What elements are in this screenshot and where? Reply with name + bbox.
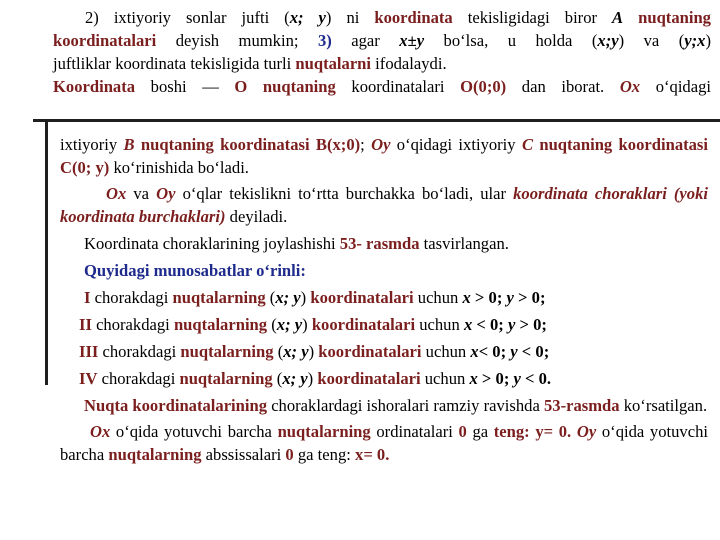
text-run: Ox <box>106 184 127 203</box>
text-run: uchun <box>413 288 463 307</box>
text-run: ) <box>300 288 311 307</box>
text-run: nuqtalarning <box>172 288 266 307</box>
text-run: koordinatalari <box>317 369 421 388</box>
text-run: O(0;0) <box>460 77 507 96</box>
text-run: A <box>612 8 624 27</box>
text-run: tekisligidagi biror <box>452 8 613 27</box>
text-run: Oy <box>371 135 391 154</box>
text-run: x; y <box>283 342 309 361</box>
main-text-block <box>60 121 708 466</box>
text-run: Ox <box>619 77 641 96</box>
text-run: nuqtalarni <box>295 54 372 73</box>
text-run: ( <box>265 288 276 307</box>
text-run: x±y <box>399 31 425 50</box>
quadrant-iii-line <box>60 336 708 363</box>
text-run: koordinatalari <box>335 77 461 96</box>
text-run: ifodalaydi. <box>371 54 447 73</box>
paragraph-signs <box>60 390 708 417</box>
text-run: nuqtalarning <box>179 369 273 388</box>
text-run: ) <box>308 342 319 361</box>
text-run: ga teng: <box>293 445 356 464</box>
text-run: C(0; y) <box>60 158 110 177</box>
text-run: Oy <box>576 422 597 441</box>
text-run: ) <box>307 369 318 388</box>
text-run: ordinatalari <box>370 422 459 441</box>
text-run: dan iborat. <box>506 77 620 96</box>
paragraph-axis-coords <box>60 417 708 466</box>
text-run: nuqtalarning <box>180 342 274 361</box>
text-run: Koordinata <box>53 77 136 96</box>
text-run: tasvirlangan. <box>419 234 509 253</box>
text-run: 3) <box>317 31 332 50</box>
text-run: ( <box>267 315 277 334</box>
vertical-divider <box>45 119 48 385</box>
text-run: ko‘rsatilgan. <box>619 396 708 415</box>
text-run: B(x;0) <box>315 135 361 154</box>
text-run: teng: y= 0. <box>493 422 572 441</box>
text-run: Koordinata choraklarining joylashishi <box>84 234 340 253</box>
text-run: nuqtalarning <box>173 315 268 334</box>
text-run: o‘qidagi ixtiyoriy <box>390 135 522 154</box>
text-run: C <box>521 135 534 154</box>
text-run: chorakdagi <box>91 315 174 334</box>
text-run: x > 0; y < 0. <box>469 369 552 388</box>
top-line-4 <box>53 75 711 98</box>
paragraph-relations-heading <box>60 255 708 282</box>
text-run: o‘qidagi <box>640 77 711 96</box>
text-run: x; y <box>275 288 301 307</box>
text-run: uchun <box>420 369 470 388</box>
paragraph-quadrants-def <box>60 179 708 228</box>
text-run: agar <box>331 31 400 50</box>
text-run: juftliklar koordinata tekisligida turli <box>53 54 296 73</box>
text-run: ko‘rinishida bo‘ladi. <box>109 158 249 177</box>
text-run: Nuqta koordinatalarining <box>84 396 268 415</box>
text-run: deyiladi. <box>225 207 288 226</box>
text-run: nuqtaning <box>623 8 711 27</box>
paragraph-figure-ref <box>60 228 708 255</box>
text-run: nuqtaning koordinatasi <box>533 135 709 154</box>
text-run: x; y <box>276 315 303 334</box>
text-run: x; y <box>282 369 308 388</box>
quadrant-ii-line <box>60 309 708 336</box>
text-run: ) ni <box>325 8 375 27</box>
text-run: o‘qida yotuvchi barcha <box>60 422 708 464</box>
top-line-3 <box>53 52 711 75</box>
text-run: nuqtalarning <box>108 445 202 464</box>
text-run: IV <box>79 369 98 388</box>
text-run: B <box>123 135 135 154</box>
text-run: ) <box>705 31 711 50</box>
text-run: y;x <box>684 31 706 50</box>
text-run: 0 <box>458 422 467 441</box>
text-run: x < 0; y > 0; <box>463 315 547 334</box>
text-run: choraklardagi ishoralari ramziy ravishda <box>267 396 544 415</box>
text-run: 53-rasmda <box>543 396 620 415</box>
text-run: III <box>79 342 99 361</box>
text-run: koordinata choraklari (yoki koordinata burchaklari) <box>60 184 708 226</box>
text-run: boshi — <box>135 77 235 96</box>
text-run: ; <box>360 135 372 154</box>
top-line-2 <box>53 29 711 52</box>
text-run: Oy <box>156 184 176 203</box>
text-run: abssissalari <box>201 445 286 464</box>
text-run: o‘qlar tekislikni to‘rtta burchakka bo‘ladi, ular <box>175 184 514 203</box>
text-run: x > 0; y > 0; <box>462 288 546 307</box>
text-run: x< 0; y < 0; <box>470 342 550 361</box>
text-run: o‘qida yotuvchi barcha <box>110 422 278 441</box>
text-run: koordinatalari <box>310 288 414 307</box>
text-run: ga <box>466 422 494 441</box>
text-run: koordinata <box>374 8 453 27</box>
text-run: chorakdagi <box>90 288 173 307</box>
text-run: 53- rasmda <box>339 234 420 253</box>
text-run: koordinatalari <box>311 315 416 334</box>
text-run: uchun <box>415 315 464 334</box>
text-run: chorakdagi <box>97 369 180 388</box>
text-run: O nuqtaning <box>234 77 336 96</box>
text-run: koordinatalari <box>318 342 422 361</box>
text-run: koordinatalari <box>53 31 157 50</box>
text-run: ) <box>302 315 312 334</box>
text-run: II <box>79 315 92 334</box>
text-run: ixtiyoriy <box>60 135 124 154</box>
text-run: ( <box>273 342 284 361</box>
text-run: 2) ixtiyoriy sonlar jufti ( <box>85 8 290 27</box>
text-run: va <box>126 184 157 203</box>
text-run: ) va ( <box>618 31 685 50</box>
top-text-block <box>53 6 711 98</box>
text-run: x; y <box>289 8 326 27</box>
text-run: deyish mumkin; <box>156 31 318 50</box>
text-run: nuqtalarning <box>277 422 371 441</box>
text-run: chorakdagi <box>98 342 181 361</box>
text-run: x= 0. <box>355 445 390 464</box>
text-run: nuqtaning koordinatasi <box>134 135 316 154</box>
text-run: uchun <box>421 342 471 361</box>
quadrant-i-line <box>60 282 708 309</box>
top-line-1 <box>53 6 711 29</box>
text-run: Quyidagi munosabatlar o‘rinli: <box>84 261 306 280</box>
text-run: ( <box>272 369 283 388</box>
quadrant-iv-line <box>60 363 708 390</box>
paragraph-points-on-axes <box>60 121 708 179</box>
text-run: x;y <box>597 31 619 50</box>
text-run: 0 <box>285 445 294 464</box>
text-run: Ox <box>90 422 111 441</box>
text-run: bo‘lsa, u holda ( <box>424 31 598 50</box>
text-run: I <box>84 288 91 307</box>
